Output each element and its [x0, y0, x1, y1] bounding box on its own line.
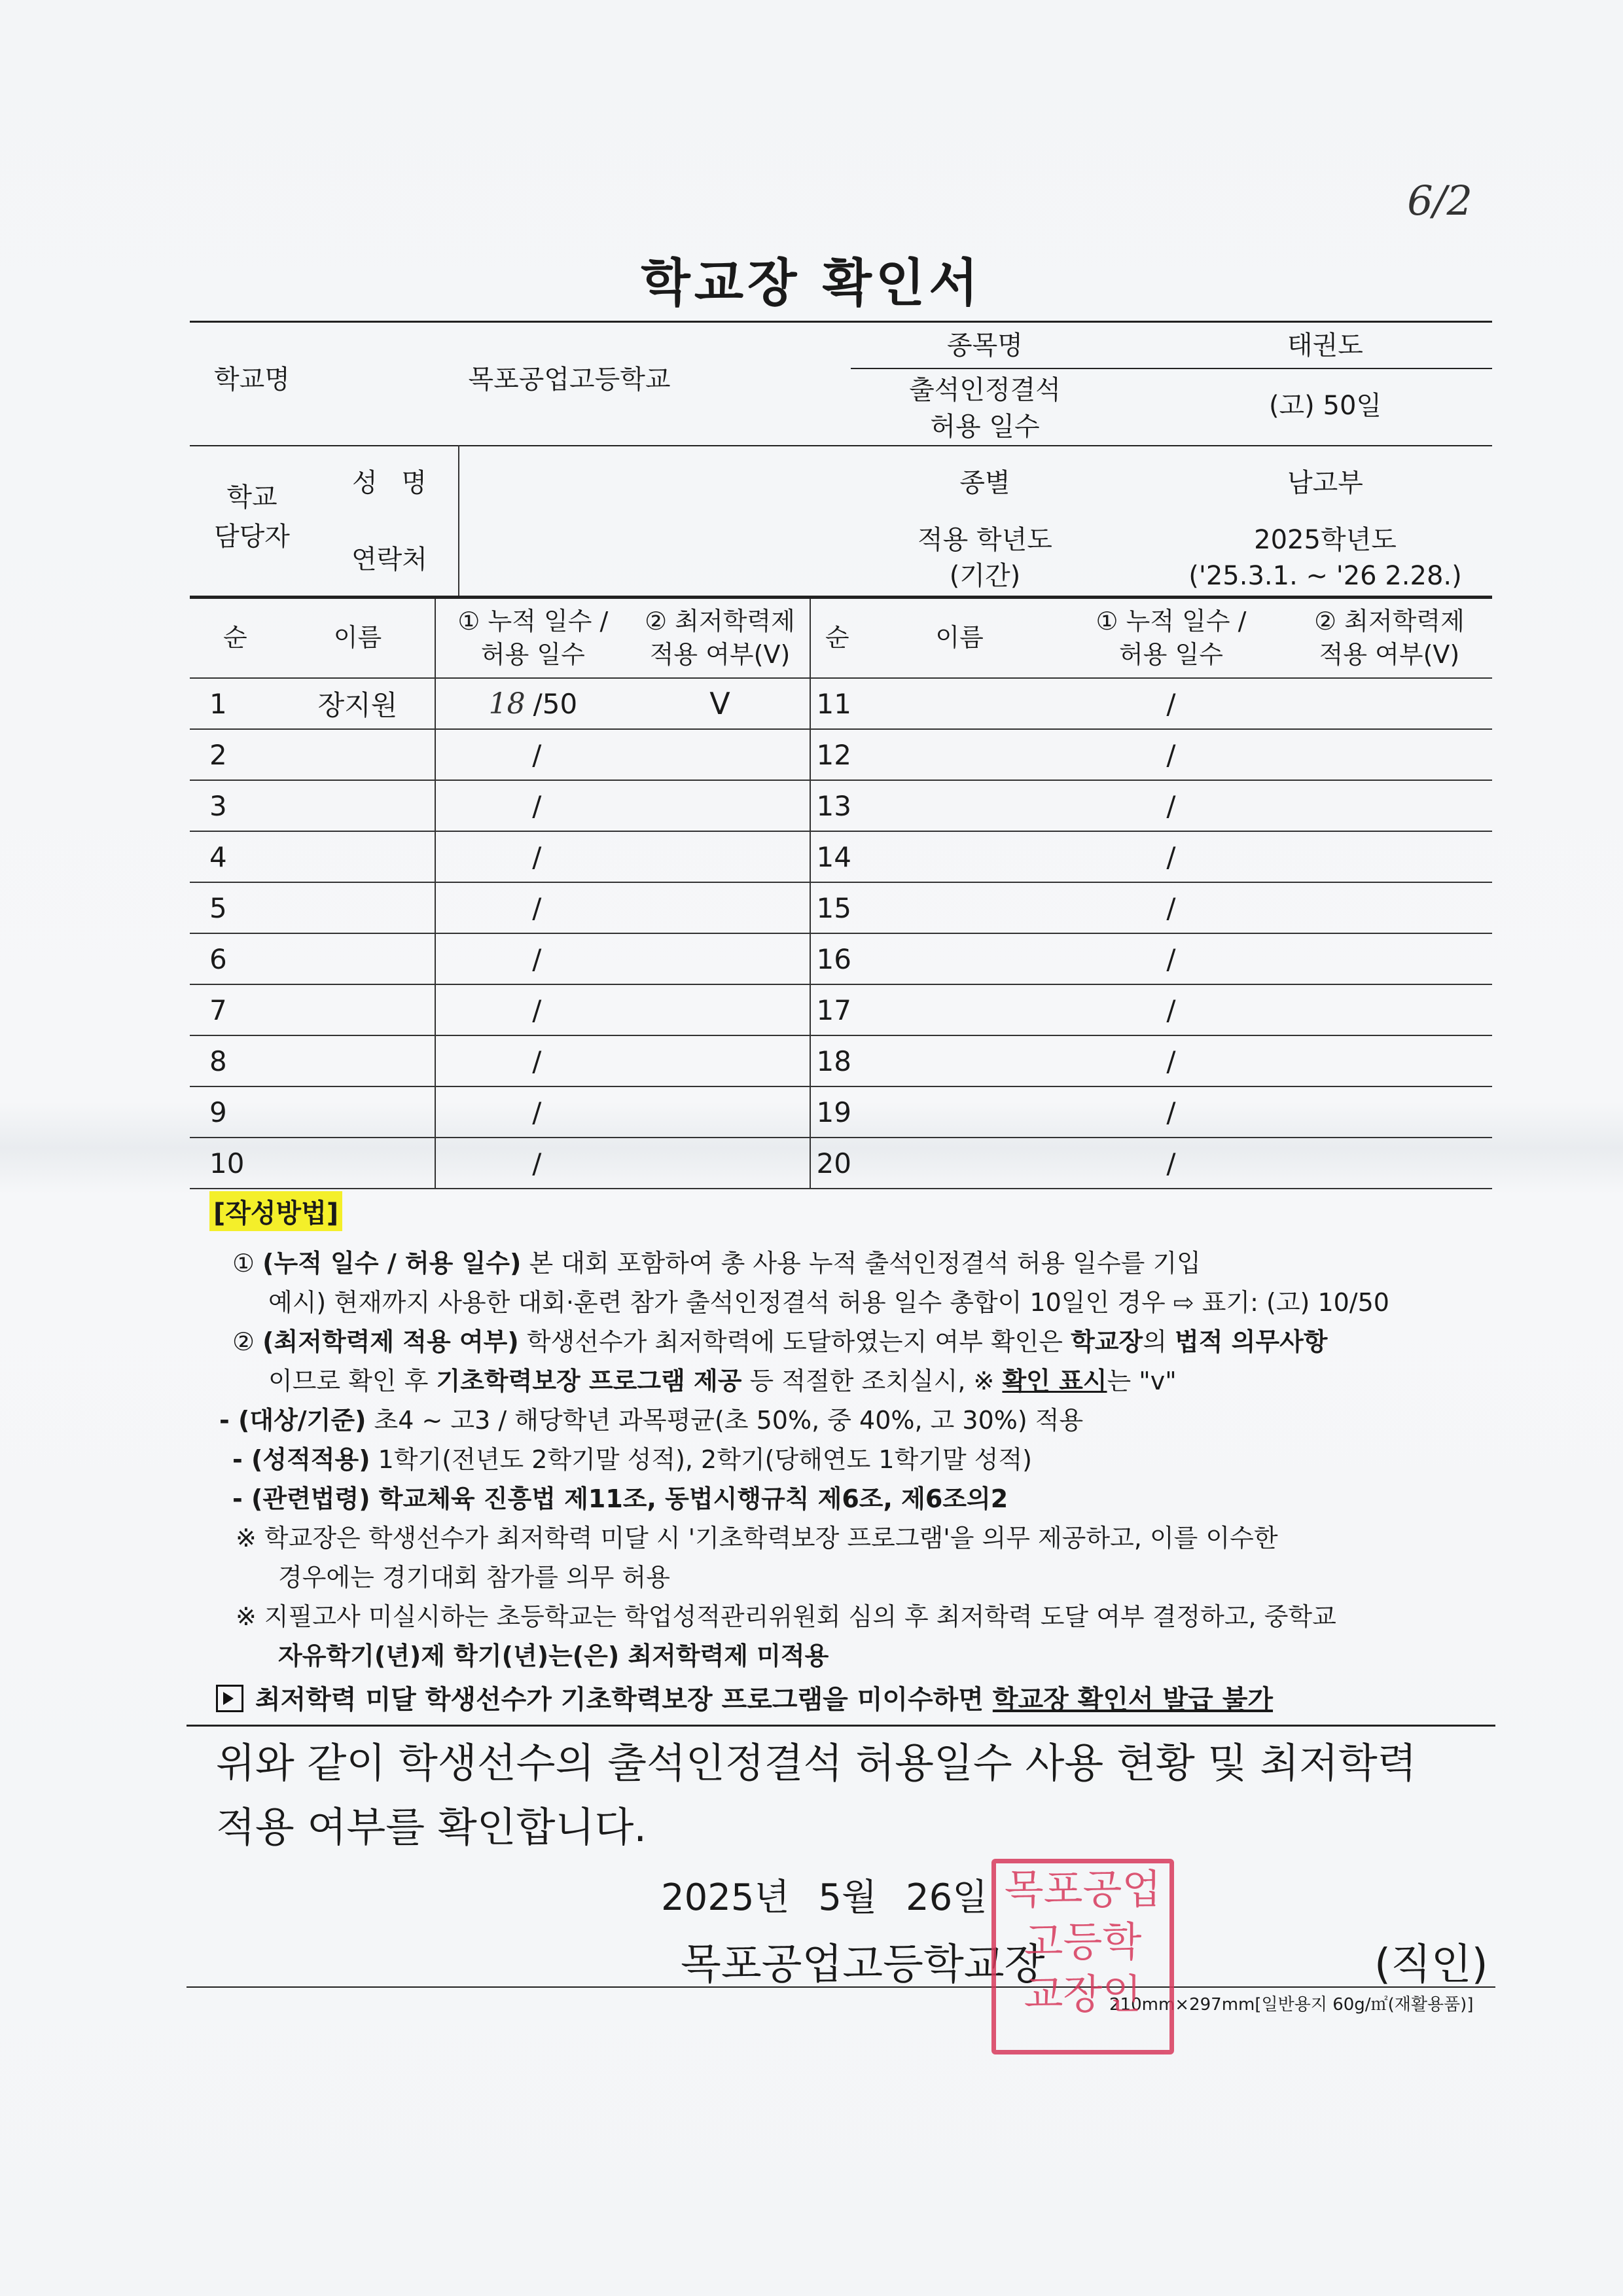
- row-min-check: [630, 984, 811, 1035]
- bottom-line: [187, 1986, 1495, 1988]
- row-days-slash: /: [532, 840, 542, 873]
- confirmation-statement: 위와 같이 학생선수의 출석인정결석 허용일수 사용 현황 및 최저학력 적용 여부를 확인합니다.: [216, 1739, 1417, 1851]
- row-name: [281, 984, 436, 1035]
- row-name: 장지원: [281, 678, 436, 729]
- row-no-right: 11: [810, 678, 863, 729]
- table-header-row: [190, 598, 1492, 679]
- row-days: [435, 1086, 630, 1138]
- instruction-note2: ※ 지필고사 미실시하는 초등학교는 학업성적관리위원회 심의 후 최저학력 도달 여부 결정하고, 중학교: [236, 1602, 1336, 1631]
- row-days: [435, 678, 630, 729]
- school-name: 목포공업고등학교: [468, 365, 671, 395]
- table-row: [190, 729, 1492, 780]
- row-min-right: [1287, 831, 1492, 882]
- row-no: 3: [190, 780, 281, 831]
- row-no: 8: [190, 1035, 281, 1086]
- row-name: [281, 1086, 436, 1138]
- name-label: 성 명: [352, 468, 427, 498]
- seal-label: (직인): [1374, 1941, 1488, 1989]
- row-days-right: /: [1056, 882, 1287, 933]
- row-days-right: /: [1056, 1035, 1287, 1086]
- allow-value: (고) 50일: [1268, 391, 1382, 421]
- instruction-1: ① (누적 일수 / 허용 일수) 본 대회 포함하여 총 사용 누적 출석인정결석 허용 일수를 기입: [232, 1249, 1201, 1278]
- row-name-right: [863, 1035, 1056, 1086]
- instruction-law: - (관련법령) 학교체육 진흥법 제11조, 동법시행규칙 제6조, 제6조의2: [232, 1484, 1008, 1513]
- row-min-right: [1287, 933, 1492, 984]
- row-min-right: [1287, 1138, 1492, 1189]
- row-days: [435, 1035, 630, 1086]
- contact-label: 연락처: [351, 545, 427, 575]
- arrow-box-icon: [216, 1685, 243, 1712]
- row-days-used: 18: [488, 687, 526, 721]
- row-days-slash: /: [532, 891, 542, 924]
- row-min-right: [1287, 882, 1492, 933]
- row-days: [435, 831, 630, 882]
- row-min-check: [630, 933, 811, 984]
- row-name: [281, 831, 436, 882]
- col-min: ② 최저학력제 적용 여부(V): [630, 598, 811, 679]
- year-label-2: (기간): [949, 561, 1021, 591]
- table-row: [190, 882, 1492, 933]
- instruction-1-example: 예시) 현재까지 사용한 대회·훈련 참가 출석인정결석 허용 일수 총합이 10일인 경우 ⇨ 표기: (고) 10/50: [268, 1288, 1389, 1317]
- row-no-right: 19: [810, 1086, 863, 1138]
- row-days-right: /: [1056, 1086, 1287, 1138]
- instruction-grade: - (성적적용) 1학기(전년도 2학기말 성적), 2학기(당해연도 1학기말 성적): [232, 1445, 1033, 1474]
- allow-label-2: 허용 일수: [930, 412, 1040, 442]
- col-name-2: 이름: [863, 598, 1056, 679]
- year-value-1: 2025학년도: [1254, 525, 1397, 555]
- row-name-right: [863, 984, 1056, 1035]
- row-days-right: /: [1056, 1138, 1287, 1189]
- row-days-right: /: [1056, 678, 1287, 729]
- official-seal-stamp: 목포공업 고등학 교장인: [991, 1859, 1174, 2054]
- table-row: [190, 984, 1492, 1035]
- table-row: [190, 1086, 1492, 1138]
- allow-label-1: 출석인정결석: [909, 375, 1061, 405]
- issue-date: 2025년 5월 26일: [661, 1876, 988, 1919]
- row-name-right: [863, 933, 1056, 984]
- handwritten-page-note: 6/2: [1407, 177, 1472, 224]
- col-days-2: ① 누적 일수 / 허용 일수: [1056, 598, 1287, 679]
- table-row: [190, 831, 1492, 882]
- instruction-note2-line2: 자유학기(년)제 학기(년)는(은) 최저학력제 미적용: [278, 1641, 829, 1670]
- row-name: [281, 933, 436, 984]
- row-days: [435, 780, 630, 831]
- row-name: [281, 1138, 436, 1189]
- col-no: 순: [190, 598, 281, 679]
- row-days-slash: /: [532, 1147, 542, 1179]
- row-no-right: 16: [810, 933, 863, 984]
- row-min-check: [630, 882, 811, 933]
- row-days-right: /: [1056, 933, 1287, 984]
- row-days: [435, 729, 630, 780]
- table-row: [190, 780, 1492, 831]
- row-days-slash: /: [532, 994, 542, 1026]
- row-name-right: [863, 780, 1056, 831]
- row-no-right: 18: [810, 1035, 863, 1086]
- row-min-check: [630, 1035, 811, 1086]
- row-no-right: 12: [810, 729, 863, 780]
- row-min-check: [630, 1086, 811, 1138]
- document-title: 학교장 확인서: [641, 254, 982, 313]
- instruction-2-line2: 이므로 확인 후 기초학력보장 프로그램 제공 등 적절한 조치실시, ※ 확인 표시는 "v": [268, 1367, 1177, 1395]
- manager-label-2: 담당자: [214, 522, 290, 552]
- col-no-2: 순: [810, 598, 863, 679]
- row-days-right: /: [1056, 984, 1287, 1035]
- table-row: [190, 1138, 1492, 1189]
- row-no: 1: [190, 678, 281, 729]
- row-min-right: [1287, 780, 1492, 831]
- instruction-target: - (대상/기준) 초4 ~ 고3 / 해당학년 과목평균(초 50%, 중 40%, 고 30%) 적용: [219, 1406, 1084, 1435]
- row-min-check: [630, 1138, 811, 1189]
- row-name: [281, 1035, 436, 1086]
- row-no: 2: [190, 729, 281, 780]
- row-min-right: [1287, 1035, 1492, 1086]
- row-days: [435, 984, 630, 1035]
- row-no: 4: [190, 831, 281, 882]
- row-min-check: [630, 780, 811, 831]
- row-no-right: 17: [810, 984, 863, 1035]
- row-days-slash: /: [532, 738, 542, 771]
- principal-name: 목포공업고등학교장: [681, 1941, 1045, 1989]
- row-days-slash: /: [532, 1096, 542, 1128]
- row-name-right: [863, 1086, 1056, 1138]
- divider: [187, 1725, 1495, 1727]
- row-days-slash: /: [532, 1045, 542, 1077]
- row-name: [281, 780, 436, 831]
- row-days: [435, 1138, 630, 1189]
- row-days-slash: /: [532, 789, 542, 822]
- row-min-right: [1287, 1086, 1492, 1138]
- row-name-right: [863, 729, 1056, 780]
- row-days: [435, 882, 630, 933]
- row-name-right: [863, 831, 1056, 882]
- col-name: 이름: [281, 598, 436, 679]
- row-no: 6: [190, 933, 281, 984]
- row-name-right: [863, 678, 1056, 729]
- row-no: 9: [190, 1086, 281, 1138]
- row-name-right: [863, 882, 1056, 933]
- howto-title: [작성방법]: [209, 1191, 342, 1231]
- row-days-right: /: [1056, 729, 1287, 780]
- row-name-right: [863, 1138, 1056, 1189]
- row-min-check: [630, 831, 811, 882]
- event-value: 태권도: [1287, 331, 1363, 361]
- warning-notice: 최저학력 미달 학생선수가 기초학력보장 프로그램을 미이수하면 학교장 확인서 발급 불가: [216, 1679, 1273, 1716]
- paper-spec: 210mm×297mm[일반용지 60g/㎡(재활용품)]: [1109, 1995, 1474, 2015]
- row-min-check: V: [630, 678, 811, 729]
- row-min-check: [630, 729, 811, 780]
- table-row: [190, 933, 1492, 984]
- school-label: 학교명: [214, 365, 290, 395]
- row-no-right: 15: [810, 882, 863, 933]
- row-days-slash: /: [532, 942, 542, 975]
- instruction-note1: ※ 학교장은 학생선수가 최저학력 미달 시 '기초학력보장 프로그램'을 의무 제공하고, 이를 이수한: [236, 1524, 1278, 1552]
- division-value: 남고부: [1287, 468, 1363, 498]
- row-days-right: /: [1056, 831, 1287, 882]
- athlete-table: [190, 597, 1492, 1189]
- row-no-right: 20: [810, 1138, 863, 1189]
- col-days: ① 누적 일수 / 허용 일수: [435, 598, 630, 679]
- row-days-right: /: [1056, 780, 1287, 831]
- year-label-1: 적용 학년도: [918, 525, 1052, 555]
- row-no-right: 13: [810, 780, 863, 831]
- row-days-slash: /50: [533, 687, 578, 720]
- row-min-right: [1287, 678, 1492, 729]
- row-no: 5: [190, 882, 281, 933]
- event-label: 종목명: [947, 331, 1023, 361]
- row-min-right: [1287, 729, 1492, 780]
- row-days: [435, 933, 630, 984]
- table-row: [190, 678, 1492, 729]
- row-min-right: [1287, 984, 1492, 1035]
- row-no-right: 14: [810, 831, 863, 882]
- table-row: [190, 1035, 1492, 1086]
- manager-label-1: 학교: [226, 482, 277, 512]
- instructions: [219, 1244, 1495, 1676]
- row-no: 7: [190, 984, 281, 1035]
- row-name: [281, 729, 436, 780]
- row-no: 10: [190, 1138, 281, 1189]
- row-name: [281, 882, 436, 933]
- col-min-2: ② 최저학력제 적용 여부(V): [1287, 598, 1492, 679]
- year-value-2: ('25.3.1. ~ '26 2.28.): [1188, 561, 1462, 591]
- instruction-2: ② (최저학력제 적용 여부) 학생선수가 최저학력에 도달하였는지 여부 확인은 학교장의 법적 의무사항: [232, 1327, 1328, 1356]
- instruction-note1-line2: 경우에는 경기대회 참가를 의무 허용: [278, 1563, 670, 1592]
- division-label: 종별: [959, 468, 1010, 498]
